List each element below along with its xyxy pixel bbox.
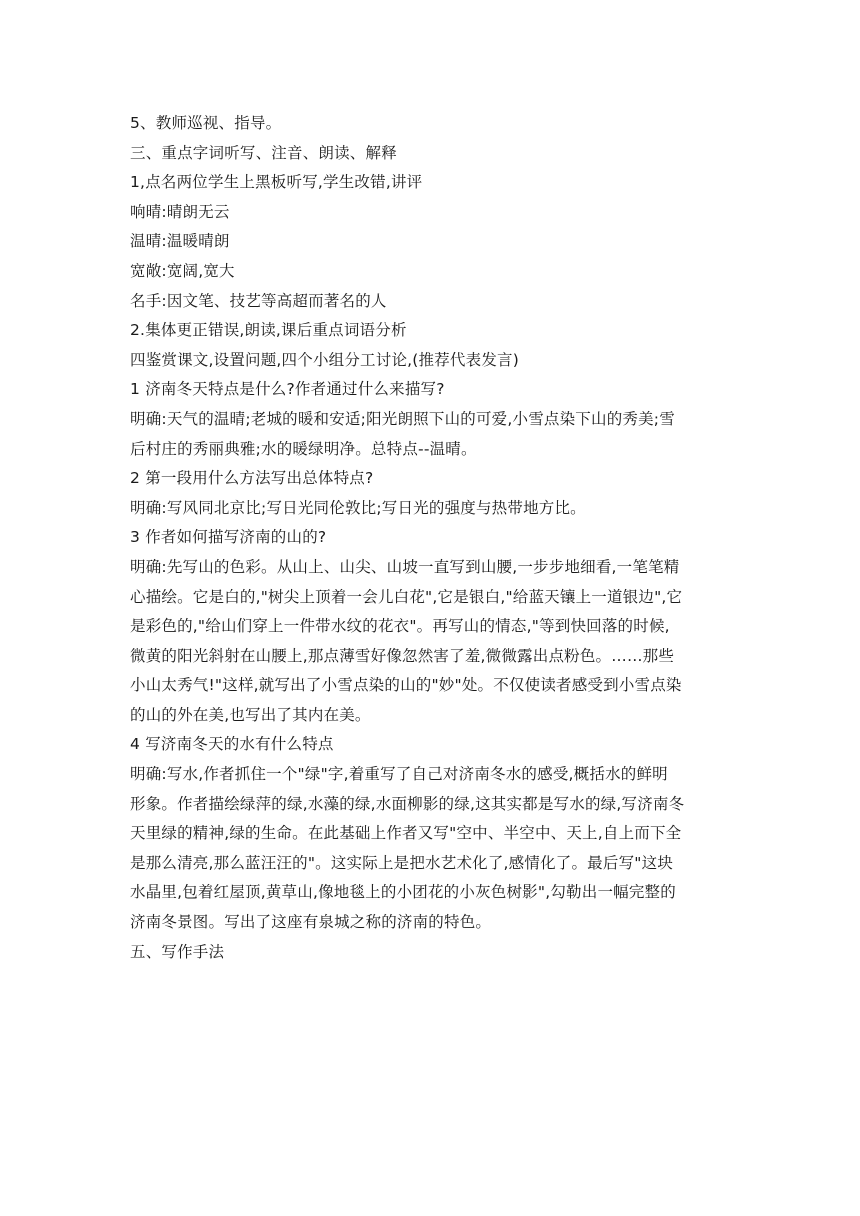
answer-3-line-3: 是彩色的,"给山们穿上一件带水纹的花衣"。再写山的情态,"等到快回落的时候, — [130, 617, 670, 636]
answer-1-line-1: 明确:天气的温晴;老城的暖和安适;阳光朗照下山的可爱,小雪点染下山的秀美;雪 — [130, 409, 675, 428]
answer-4-line-6: 济南冬景图。写出了这座有泉城之称的济南的特色。 — [130, 913, 492, 932]
answer-3-line-6: 的山的外在美,也写出了其内在美。 — [130, 705, 371, 724]
question-1: 1 济南冬天特点是什么?作者通过什么来描写? — [130, 380, 445, 399]
answer-4-line-3: 天里绿的精神,绿的生命。在此基础上作者又写"空中、半空中、天上,自上而下全 — [130, 824, 682, 843]
item-1-line: 1,点名两位学生上黑板听写,学生改错,讲评 — [130, 173, 423, 192]
answer-4-line-4: 是那么清亮,那么蓝汪汪的"。这实际上是把水艺术化了,感情化了。最后写"这块 — [130, 853, 674, 872]
vocab-xiangqing: 响晴:晴朗无云 — [130, 202, 230, 221]
step-5-line: 5、教师巡视、指导。 — [130, 114, 282, 132]
answer-1-line-2: 后村庄的秀丽典雅;水的暖绿明净。总特点--温晴。 — [130, 439, 477, 458]
vocab-mingshou: 名手:因文笔、技艺等高超而著名的人 — [130, 291, 387, 310]
answer-4-line-1: 明确:写水,作者抓住一个"绿"字,着重写了自己对济南冬水的感受,概括水的鲜明 — [130, 765, 668, 784]
answer-2: 明确:写风同北京比;写日光同伦敦比;写日光的强度与热带地方比。 — [130, 498, 586, 517]
answer-4-line-5: 水晶里,包着红屋顶,黄草山,像地毯上的小团花的小灰色树影",勾勒出一幅完整的 — [130, 883, 676, 902]
section-3-heading: 三、重点字词听写、注音、朗读、解释 — [130, 143, 397, 162]
answer-3-line-4: 微黄的阳光斜射在山腰上,那点薄雪好像忽然害了羞,微微露出点粉色。……那些 — [130, 646, 675, 665]
answer-3-line-5: 小山太秀气!"这样,就写出了小雪点染的山的"妙"处。不仅使读者感受到小雪点染 — [130, 676, 682, 695]
section-5-heading: 五、写作手法 — [130, 942, 225, 961]
answer-3-line-2: 心描绘。它是白的,"树尖上顶着一会儿白花",它是银白,"给蓝天镶上一道银边",它 — [130, 587, 683, 606]
question-4: 4 写济南冬天的水有什么特点 — [130, 735, 334, 754]
question-3: 3 作者如何描写济南的山的? — [130, 528, 327, 547]
vocab-wenqing: 温晴:温暖晴朗 — [130, 232, 230, 251]
question-2: 2 第一段用什么方法写出总体特点? — [130, 469, 374, 488]
answer-3-line-1: 明确:先写山的色彩。从山上、山尖、山坡一直写到山腰,一步步地细看,一笔笔精 — [130, 557, 680, 576]
vocab-kuanchang: 宽敞:宽阔,宽大 — [130, 261, 235, 280]
document-body — [130, 109, 735, 967]
section-4-heading: 四鉴赏课文,设置问题,四个小组分工讨论,(推荐代表发言) — [130, 350, 519, 369]
answer-4-line-2: 形象。作者描绘绿萍的绿,水藻的绿,水面柳影的绿,这其实都是写水的绿,写济南冬 — [130, 794, 685, 813]
item-2-line: 2.集体更正错误,朗读,课后重点词语分析 — [130, 321, 407, 340]
